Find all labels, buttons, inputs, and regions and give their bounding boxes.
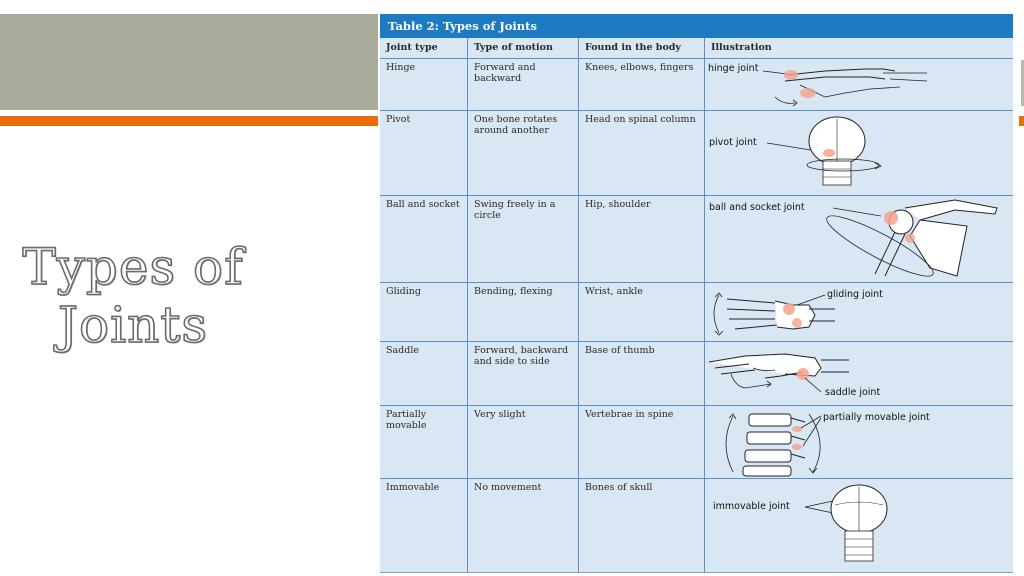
gliding-joint-label: gliding joint: [827, 289, 883, 300]
illustration-ball-and-socket: [705, 196, 1013, 282]
illustration-immovable: [705, 479, 1013, 573]
cell-motion: Very slight: [468, 406, 579, 478]
illustration-hinge: [705, 59, 1013, 110]
table-row-partially-movable: [380, 406, 1013, 479]
slide-title: [18, 238, 248, 354]
table-row-pivot: [380, 111, 1013, 196]
cell-motion: No movement: [468, 479, 579, 573]
cell-found: Knees, elbows, fingers: [579, 59, 705, 110]
right-edge-orange: [1019, 116, 1024, 126]
table-row-gliding: [380, 283, 1013, 342]
table-row-saddle: [380, 342, 1013, 406]
arm-bones-icon: [705, 59, 1013, 110]
header-joint-type: Joint type: [380, 38, 468, 58]
table-row-hinge: [380, 59, 1013, 111]
cell-motion: Bending, flexing: [468, 283, 579, 341]
cell-joint-type: Pivot: [380, 111, 468, 195]
joints-table: [380, 14, 1013, 573]
hinge-joint-label: hinge joint: [708, 63, 759, 74]
cell-joint-type: Immovable: [380, 479, 468, 573]
accent-orange-bar: [0, 116, 378, 126]
header-gray-block: [0, 14, 378, 110]
table-row-immovable: [380, 479, 1013, 573]
table-row-ball-and-socket: [380, 196, 1013, 283]
illustration-partially-movable: [705, 406, 1013, 478]
cell-motion: Forward, backward and side to side: [468, 342, 579, 405]
slide-title-line1: Types of: [22, 238, 244, 296]
vertebrae-icon: [705, 406, 1013, 478]
cell-found: Head on spinal column: [579, 111, 705, 195]
header-illustration: Illustration: [711, 42, 772, 53]
illustration-pivot: [705, 111, 1013, 195]
cell-motion: One bone rotates around another: [468, 111, 579, 195]
skull-icon: [705, 479, 1013, 573]
immovable-joint-label: immovable joint: [713, 501, 790, 512]
cell-found: Base of thumb: [579, 342, 705, 405]
header-found-in-body: Found in the body: [579, 38, 705, 58]
cell-joint-type: Hinge: [380, 59, 468, 110]
cell-joint-type: Partially movable: [380, 406, 468, 478]
cell-found: Wrist, ankle: [579, 283, 705, 341]
cell-motion: Forward and backward: [468, 59, 579, 110]
cell-found: Bones of skull: [579, 479, 705, 573]
saddle-joint-label: saddle joint: [825, 387, 881, 398]
cell-found: Hip, shoulder: [579, 196, 705, 282]
cell-found: Vertebrae in spine: [579, 406, 705, 478]
header-type-of-motion: Type of motion: [468, 38, 579, 58]
slide-title-line2: Joints: [57, 296, 209, 354]
cell-joint-type: Gliding: [380, 283, 468, 341]
ball-socket-joint-label: ball and socket joint: [709, 202, 805, 213]
table-title: Table 2: Types of Joints: [380, 14, 1013, 38]
pivot-joint-label: pivot joint: [709, 137, 757, 148]
cell-joint-type: Saddle: [380, 342, 468, 405]
hand-bones-icon: [705, 283, 1013, 341]
skull-spine-icon: [705, 111, 1013, 195]
shoulder-bones-icon: [705, 196, 1013, 282]
cell-motion: Swing freely in a circle: [468, 196, 579, 282]
table-header-row: [380, 38, 1013, 59]
partially-movable-joint-label: partially movable joint: [823, 412, 930, 423]
illustration-gliding: [705, 283, 1013, 341]
cell-joint-type: Ball and socket: [380, 196, 468, 282]
thumb-bones-icon: [705, 342, 1013, 405]
illustration-saddle: [705, 342, 1013, 405]
